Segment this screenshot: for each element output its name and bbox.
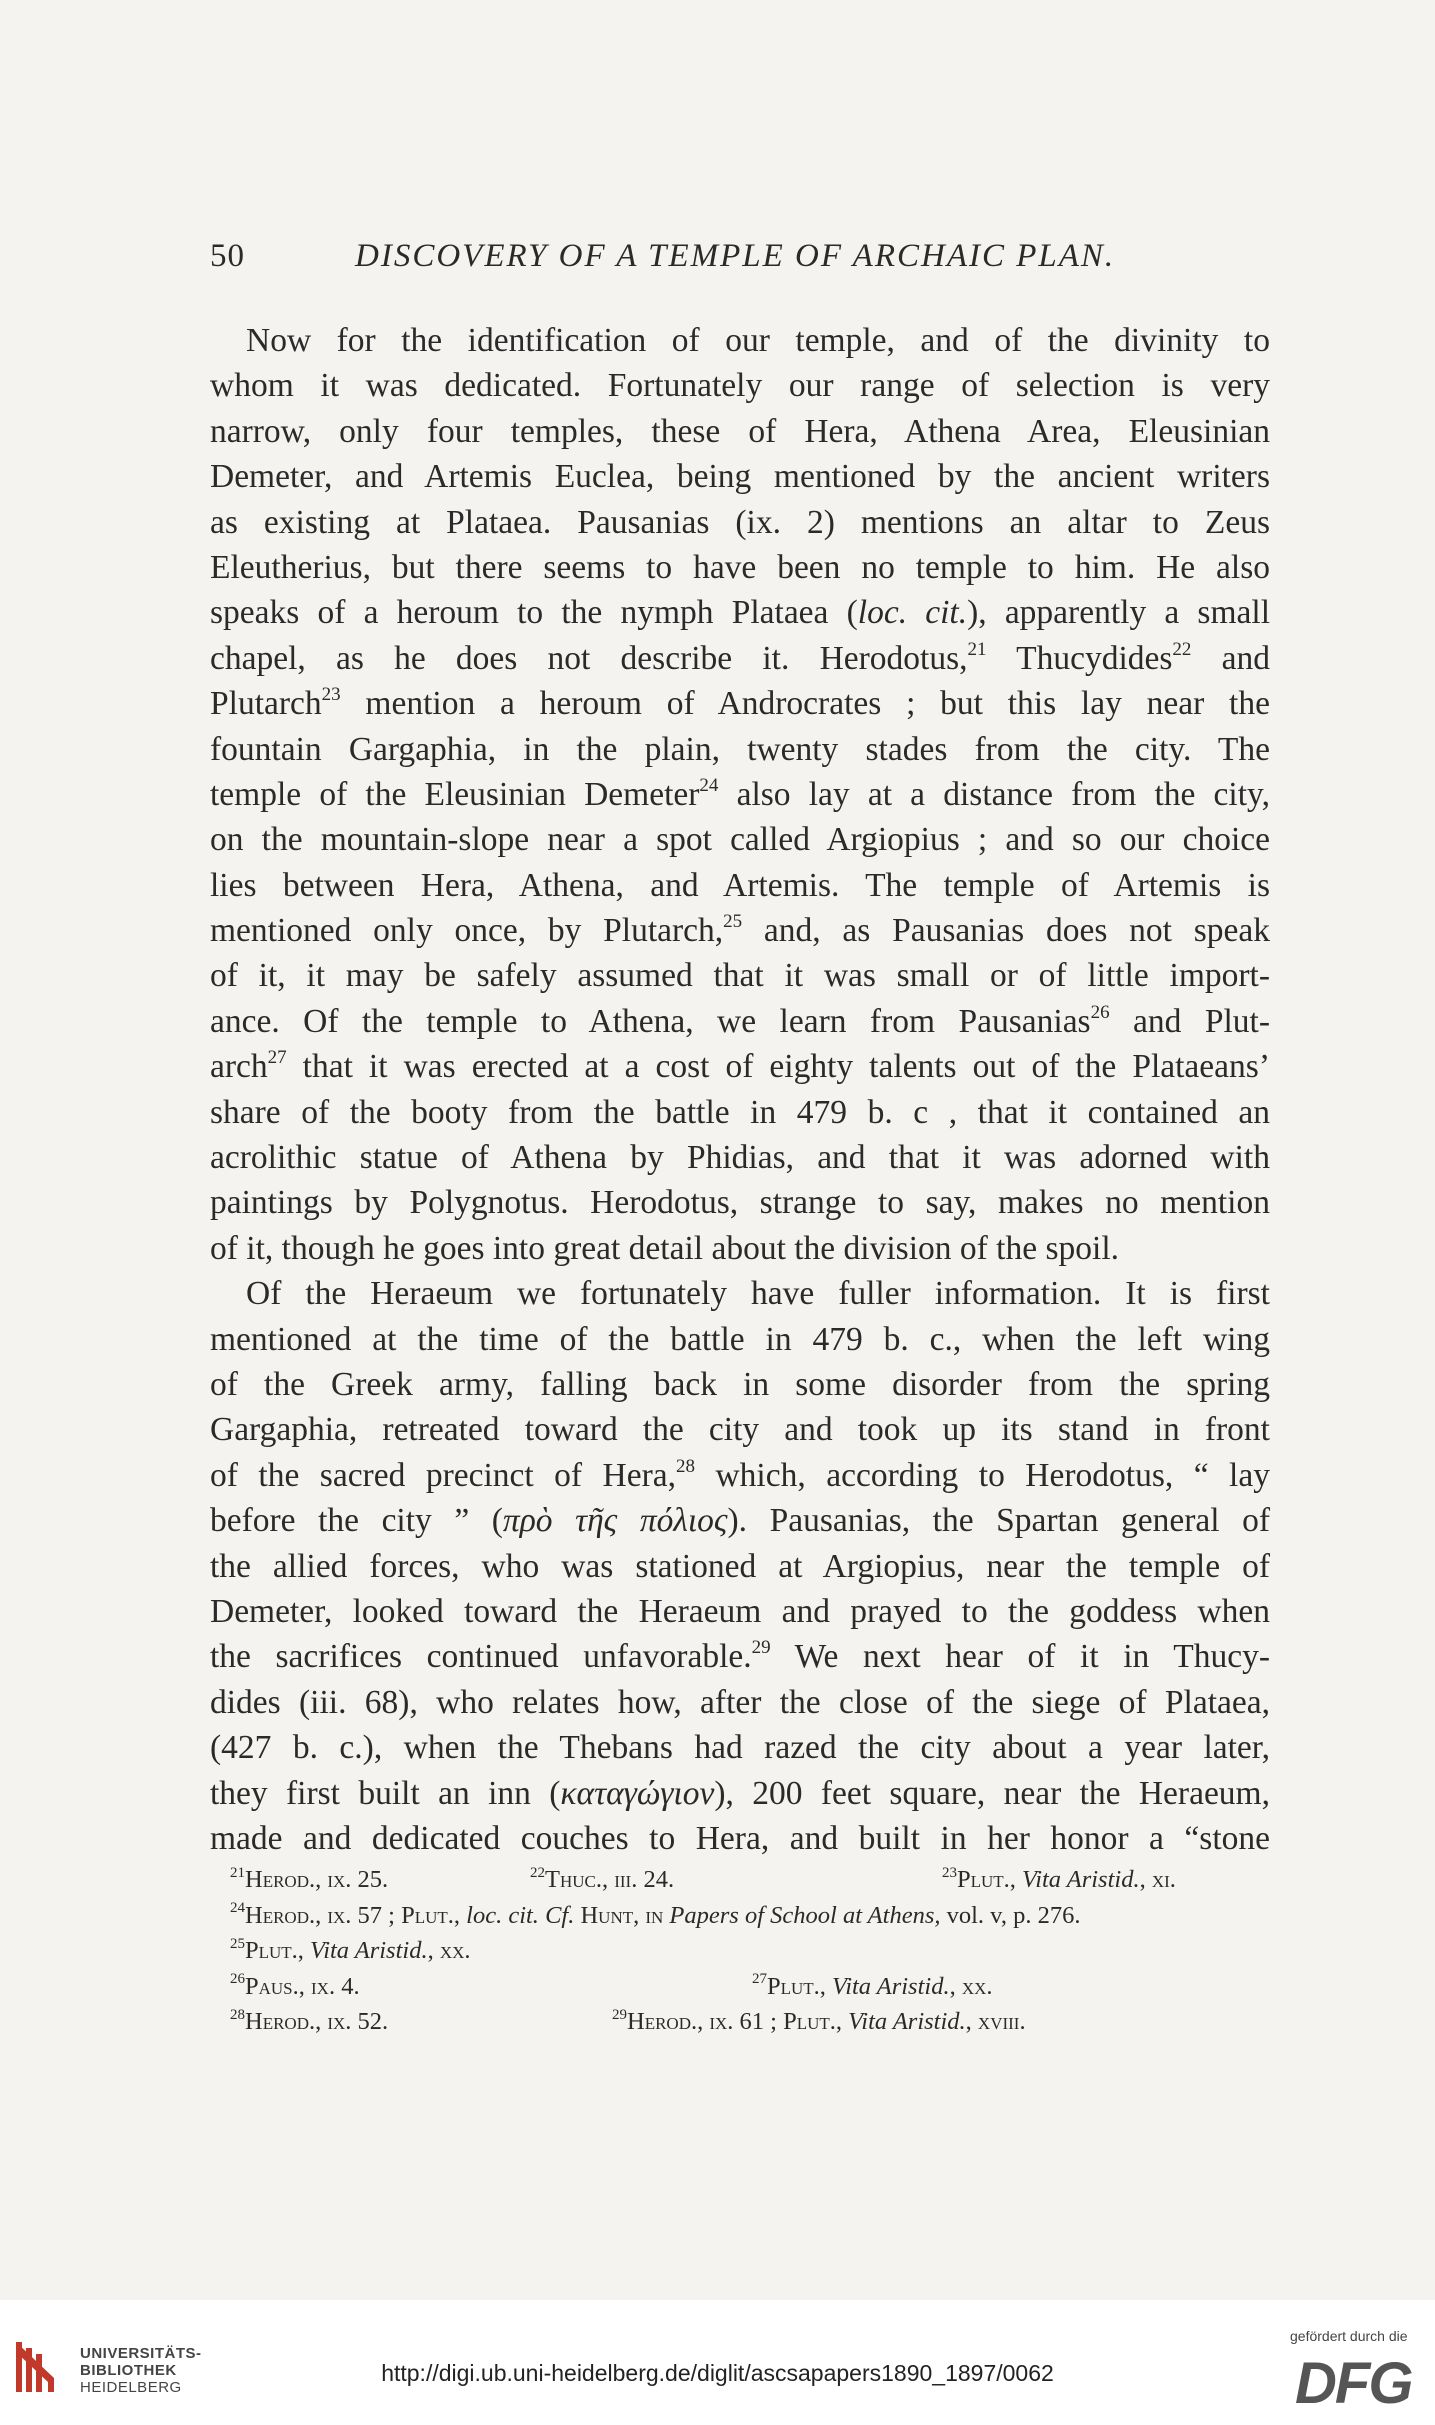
- footnote-24: $^{24}$Herod., ix. 57 ; Plut., loc. cit. Cf. Hunt, in Papers of School at Athens, vol. v, p. 276.: [230, 1900, 1081, 1929]
- footnote-row: [230, 1898, 1270, 1934]
- text-line: of the Greek army, falling back in some disorder from the spring: [210, 1365, 1270, 1403]
- permalink-url[interactable]: http://digi.ub.uni-heidelberg.de/diglit/ascsapapers1890_1897/0062: [381, 2360, 1054, 2386]
- footnote-29: $^{29}$Herod., ix. 61 ; Plut., Vita Aristid., xviii.: [612, 2006, 1026, 2035]
- text-line: paintings by Polygnotus. Herodotus, strange to say, makes no mention: [210, 1184, 1270, 1222]
- text-line: whom it was dedicated. Fortunately our range of selection is very: [210, 367, 1270, 405]
- text-line: the allied forces, who was stationed at Argiopius, near the temple of: [210, 1547, 1270, 1585]
- footnote-ref: 24: [699, 774, 719, 796]
- footnote-25: $^{25}$Plut., Vita Aristid., xx.: [230, 1935, 471, 1964]
- footnote-ref: 26: [1090, 1001, 1110, 1023]
- text-line: Plutarch$^{23}$ mention a heroum of Androcrates ; but this lay near the: [210, 683, 1270, 723]
- text-line: before the city ” (πρὸ τῆς πόλιος). Pausanias, the Spartan general of: [210, 1502, 1271, 1540]
- text-line: Eleutherius, but there seems to have been no temple to him. He also: [210, 548, 1270, 586]
- text-line: Gargaphia, retreated toward the city and took up its stand in front: [210, 1411, 1270, 1449]
- text-line: of it, though he goes into great detail about the division of the spoil.: [210, 1229, 1119, 1267]
- text-line: made and dedicated couches to Hera, and built in her honor a “stone: [210, 1819, 1270, 1857]
- text-line: chapel, as he does not describe it. Herodotus,$^{21}$ Thucydides$^{22}$ and: [210, 638, 1270, 677]
- text-line: (427 b. c.), when the Thebans had razed the city about a year later,: [210, 1729, 1270, 1767]
- footnote-ref: 29: [751, 1637, 771, 1659]
- footnote-row: [230, 1969, 1270, 2005]
- text-line: dides (iii. 68), who relates how, after the close of the siege of Plataea,: [210, 1683, 1270, 1721]
- footnote-22: $^{22}$Thuc., iii. 24.: [530, 1864, 675, 1893]
- text-line: Demeter, looked toward the Heraeum and prayed to the goddess when: [210, 1592, 1270, 1630]
- page-number: 50: [210, 238, 245, 274]
- text-line: as existing at Plataea. Pausanias (ix. 2) mentions an altar to Zeus: [210, 503, 1270, 541]
- text-line: on the mountain-slope near a spot called Argiopius ; and so our choice: [210, 821, 1270, 859]
- dfg-logo: DFG: [1295, 2351, 1412, 2416]
- footnote-row: [230, 2004, 1270, 2040]
- footnote-28: $^{28}$Herod., ix. 52.: [230, 2006, 389, 2035]
- footnote-21: $^{21}$Herod., ix. 25.: [230, 1864, 389, 1893]
- text-line: of the sacred precinct of Hera,$^{28}$ which, according to Herodotus, “ lay: [210, 1455, 1270, 1494]
- footnote-row: [230, 1862, 1270, 1898]
- text-line: ance. Of the temple to Athena, we learn from Pausanias$^{26}$ and Plut-: [210, 1001, 1270, 1040]
- text-line: share of the booty from the battle in 479 b. c , that it contained an: [210, 1093, 1270, 1131]
- text-line: they first built an inn (καταγώγιον), 200 feet square, near the Heraeum,: [210, 1774, 1270, 1812]
- footnote-ref: 23: [321, 683, 341, 705]
- footnote-ref: 25: [723, 910, 743, 932]
- text-line: lies between Hera, Athena, and Artemis. The temple of Artemis is: [210, 866, 1270, 904]
- text-line: speaks of a heroum to the nymph Plataea (loc. cit.), apparently a small: [210, 594, 1270, 632]
- body-text: [210, 318, 1270, 1861]
- footnote-ref: 28: [676, 1455, 696, 1477]
- running-title: DISCOVERY OF A TEMPLE OF ARCHAIC PLAN.: [355, 238, 1116, 274]
- text-line: mentioned only once, by Plutarch,$^{25}$ and, as Pausanias does not speak: [210, 910, 1270, 950]
- text-line: the sacrifices continued unfavorable.$^{29}$ We next hear of it in Thucy-: [210, 1637, 1271, 1676]
- text-line: arch$^{27}$ that it was erected at a cost of eighty talents out of the Plataeans’: [210, 1047, 1270, 1086]
- footnote-23: $^{23}$Plut., Vita Aristid., xi.: [942, 1864, 1176, 1893]
- text-line: temple of the Eleusinian Demeter$^{24}$ also lay at a distance from the city,: [210, 774, 1270, 813]
- text-line: acrolithic statue of Athena by Phidias, and that it was adorned with: [210, 1139, 1270, 1177]
- funding-note: gefördert durch die: [1290, 2328, 1408, 2344]
- text-line: narrow, only four temples, these of Hera, Athena Area, Eleusinian: [210, 412, 1270, 450]
- footnote-ref: 27: [267, 1047, 287, 1069]
- footnote-ref: 22: [1172, 638, 1192, 660]
- text-line: Of the Heraeum we fortunately have fuller information. It is first: [246, 1275, 1270, 1313]
- footnote-ref: 21: [967, 638, 987, 660]
- footnote-27: $^{27}$Plut., Vita Aristid., xx.: [752, 1971, 993, 2000]
- footnote-26: $^{26}$Paus., ix. 4.: [230, 1971, 360, 2000]
- text-line: of it, it may be safely assumed that it was small or of little import-: [210, 957, 1270, 995]
- library-name: UNIVERSITÄTS- BIBLIOTHEK HEIDELBERG: [80, 2345, 202, 2396]
- text-line: Demeter, and Artemis Euclea, being mentioned by the ancient writers: [210, 458, 1270, 496]
- text-line: mentioned at the time of the battle in 479 b. c., when the left wing: [210, 1320, 1270, 1358]
- footnote-row: [230, 1933, 1270, 1969]
- text-line: fountain Gargaphia, in the plain, twenty stades from the city. The: [210, 730, 1270, 768]
- footnotes: [230, 1862, 1270, 2040]
- text-line: Now for the identification of our temple, and of the divinity to: [246, 322, 1270, 359]
